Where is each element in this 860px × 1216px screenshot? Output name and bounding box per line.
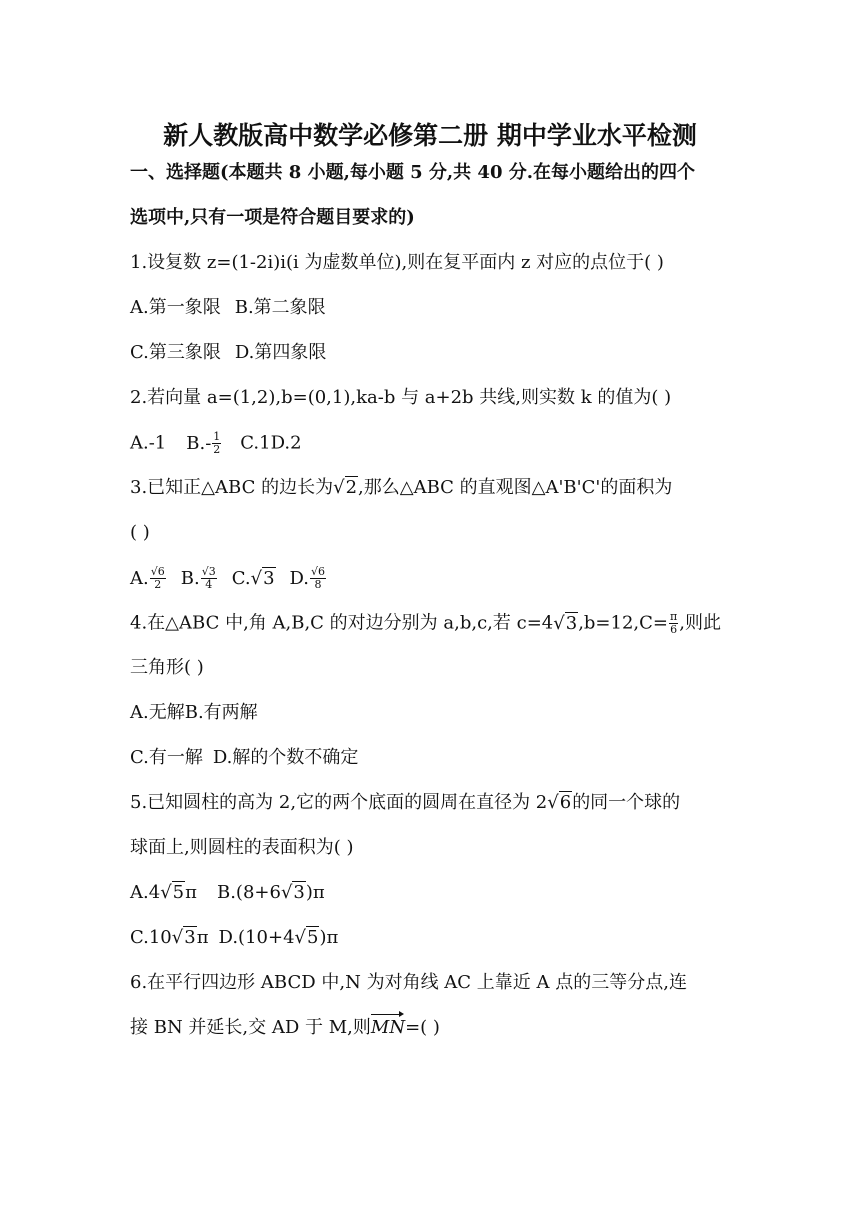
- q5-option-b: B.(8+6√3)π: [216, 882, 325, 903]
- vector-mn: MN: [370, 1017, 406, 1038]
- section-heading-cont: 选项中,只有一项是符合题目要求的): [130, 207, 415, 228]
- q2-option-b: B.- $\frac{1}{2}$: [186, 430, 221, 456]
- question-2-stem: 2.若向量 a=(1,2),b=(0,1),ka-b 与 a+2b 共线,则实数 k 的值为( ): [130, 387, 672, 408]
- question-3-paren: ( ): [130, 522, 150, 543]
- question-4-options-cd: [130, 746, 358, 770]
- question-1-options-cd: [130, 341, 326, 365]
- q4-option-d: D.解的个数不确定: [212, 747, 359, 768]
- question-5-options-ab: [130, 881, 325, 905]
- section-heading: 一、选择题(本题共 8 小题,每小题 5 分,共 40 分.在每小题给出的四个: [130, 162, 696, 183]
- q3-option-b: B. $\frac{√3}{4}$: [180, 565, 216, 591]
- question-5-stem: 5.已知圆柱的高为 2,它的两个底面的圆周在直径为 2√6的同一个球的: [130, 792, 681, 813]
- question-4-stem: 4.在△ABC 中,角 A,B,C 的对边分别为 a,b,c,若 c=4√3,b=12,C= $\frac{\pi}{6}$ ,则此: [130, 610, 721, 636]
- q3-option-c: C.√3: [231, 567, 275, 589]
- q3-option-a: A. $\frac{√6}{2}$: [130, 565, 165, 591]
- question-3-stem: 3.已知正△ABC 的边长为√2,那么△ABC 的直观图△A'B'C'的面积为: [130, 477, 673, 498]
- q1-option-c: C.第三象限: [130, 342, 221, 363]
- q2-option-cd: C.1D.2: [240, 432, 302, 454]
- q4-option-c: C.有一解: [130, 747, 203, 768]
- question-3-options: [130, 566, 327, 591]
- question-6-stem: 6.在平行四边形 ABCD 中,N 为对角线 AC 上靠近 A 点的三等分点,连: [130, 972, 687, 993]
- q5-option-d: D.(10+4√5)π: [218, 927, 339, 948]
- q1-option-b: B.第二象限: [234, 297, 326, 318]
- question-2-options: [130, 431, 302, 456]
- question-4-options-ab: A.无解B.有两解: [130, 702, 258, 723]
- question-5-options-cd: [130, 926, 338, 950]
- q1-option-d: D.第四象限: [234, 342, 327, 363]
- q2-option-a: A.-1: [130, 432, 167, 454]
- q1-option-a: A.第一象限: [130, 297, 221, 318]
- question-1-stem: 1.设复数 z=(1-2i)i(i 为虚数单位),则在复平面内 z 对应的点位于( ): [130, 252, 664, 273]
- q5-option-a: A.4√5π: [130, 882, 197, 903]
- sqrt-expression: √2: [333, 477, 358, 498]
- question-1-options-ab: [130, 296, 326, 320]
- fraction: $\frac{\pi}{6}$: [670, 610, 678, 636]
- question-5-stem-cont: 球面上,则圆柱的表面积为( ): [130, 837, 354, 858]
- q5-option-c: C.10√3π: [130, 927, 209, 948]
- fraction: $\frac{1}{2}$: [213, 430, 221, 456]
- q3-option-d: D. $\frac{√6}{8}$: [289, 565, 326, 591]
- page-title: 新人教版高中数学必修第二册 期中学业水平检测: [163, 121, 697, 150]
- question-6-stem-cont: 接 BN 并延长,交 AD 于 M,则MN=( ): [130, 1017, 440, 1038]
- question-4-stem-cont: 三角形( ): [130, 657, 204, 678]
